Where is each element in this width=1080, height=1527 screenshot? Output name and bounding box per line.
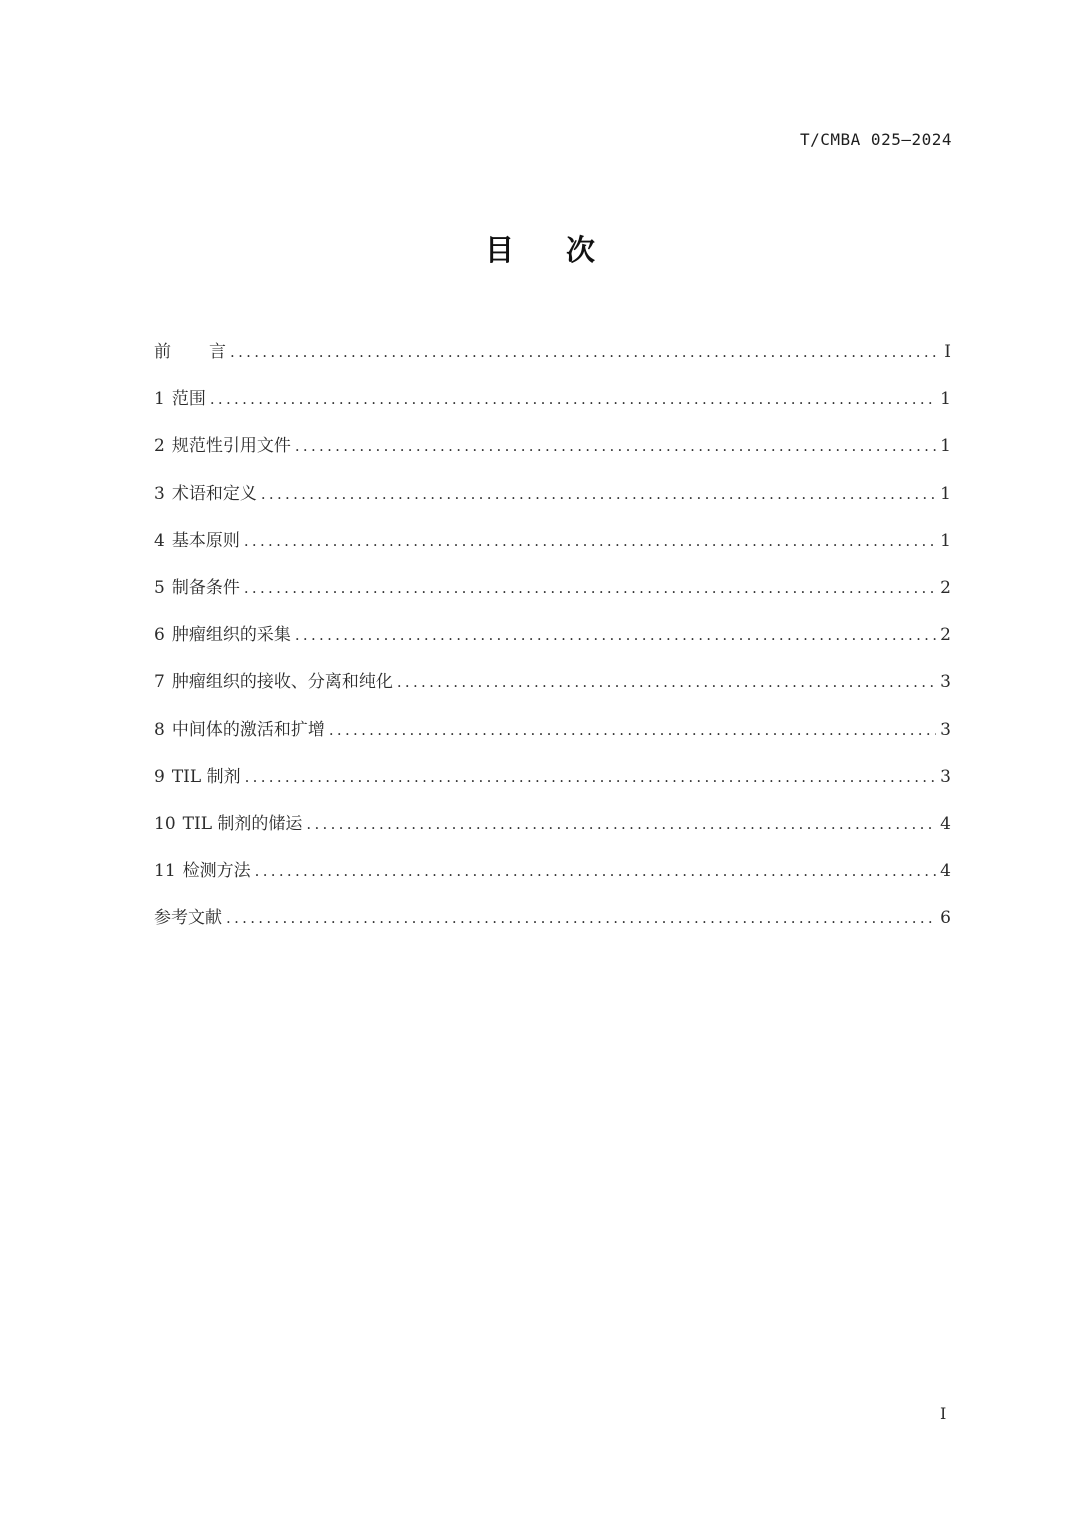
- toc-entry-label: 9 TIL 制剂: [154, 766, 241, 787]
- page-number: I: [940, 1404, 947, 1423]
- toc-entry-1[interactable]: [154, 384, 951, 431]
- toc-entry-page: 2: [940, 577, 951, 598]
- dot-leader: [306, 815, 936, 833]
- dot-leader: [230, 343, 938, 361]
- dot-leader: [261, 485, 936, 503]
- toc-entry-label: 7 肿瘤组织的接收、分离和纯化: [154, 672, 393, 693]
- dot-leader: [226, 909, 936, 927]
- toc-entry-page: 1: [940, 530, 951, 551]
- toc-entry-label: 3 术语和定义: [154, 483, 257, 504]
- toc-entry-references[interactable]: [154, 903, 951, 950]
- dot-leader: [244, 579, 936, 597]
- toc-entry-7[interactable]: [154, 667, 951, 714]
- table-of-contents: [154, 337, 951, 950]
- dot-leader: [295, 626, 936, 644]
- toc-entry-8[interactable]: [154, 715, 951, 762]
- toc-entry-10[interactable]: [154, 809, 951, 856]
- toc-entry-page: 4: [940, 861, 951, 882]
- dot-leader: [255, 862, 937, 880]
- toc-entry-3[interactable]: [154, 479, 951, 526]
- toc-entry-5[interactable]: [154, 573, 951, 620]
- toc-entry-page: 1: [940, 436, 951, 457]
- toc-entry-page: 3: [940, 719, 951, 740]
- toc-entry-label: 4 基本原则: [154, 530, 240, 551]
- dot-leader: [245, 768, 937, 786]
- toc-entry-page: I: [944, 342, 951, 362]
- toc-entry-page: 2: [940, 625, 951, 646]
- toc-entry-11[interactable]: [154, 856, 951, 903]
- toc-entry-6[interactable]: [154, 620, 951, 667]
- toc-entry-label: 2 规范性引用文件: [154, 436, 291, 457]
- toc-entry-foreword[interactable]: [154, 337, 951, 384]
- toc-entry-page: 6: [940, 908, 951, 929]
- toc-entry-page: 1: [940, 389, 951, 410]
- toc-entry-page: 1: [940, 483, 951, 504]
- toc-entry-4[interactable]: [154, 526, 951, 573]
- toc-entry-2[interactable]: [154, 431, 951, 478]
- page-title: [0, 228, 1080, 269]
- toc-entry-label: 6 肿瘤组织的采集: [154, 625, 291, 646]
- toc-entry-label: 11 检测方法: [154, 861, 251, 882]
- toc-entry-label: 10 TIL 制剂的储运: [154, 813, 303, 834]
- dot-leader: [295, 437, 936, 455]
- toc-entry-label: 1 范围: [154, 389, 206, 410]
- toc-entry-label: 5 制备条件: [154, 577, 240, 598]
- dot-leader: [397, 673, 936, 691]
- document-code: T/CMBA 025—2024: [800, 130, 952, 149]
- toc-entry-label: 8 中间体的激活和扩增: [154, 719, 325, 740]
- toc-entry-9[interactable]: [154, 762, 951, 809]
- toc-entry-page: 3: [940, 766, 951, 787]
- toc-entry-label: 参考文献: [154, 908, 222, 929]
- toc-entry-page: 4: [940, 813, 951, 834]
- toc-entry-page: 3: [940, 672, 951, 693]
- title-char-2: 次: [566, 233, 596, 267]
- title-char-1: 目: [484, 233, 514, 267]
- dot-leader: [210, 390, 936, 408]
- dot-leader: [244, 532, 936, 550]
- dot-leader: [329, 721, 936, 739]
- toc-entry-label: 前 言: [154, 342, 226, 362]
